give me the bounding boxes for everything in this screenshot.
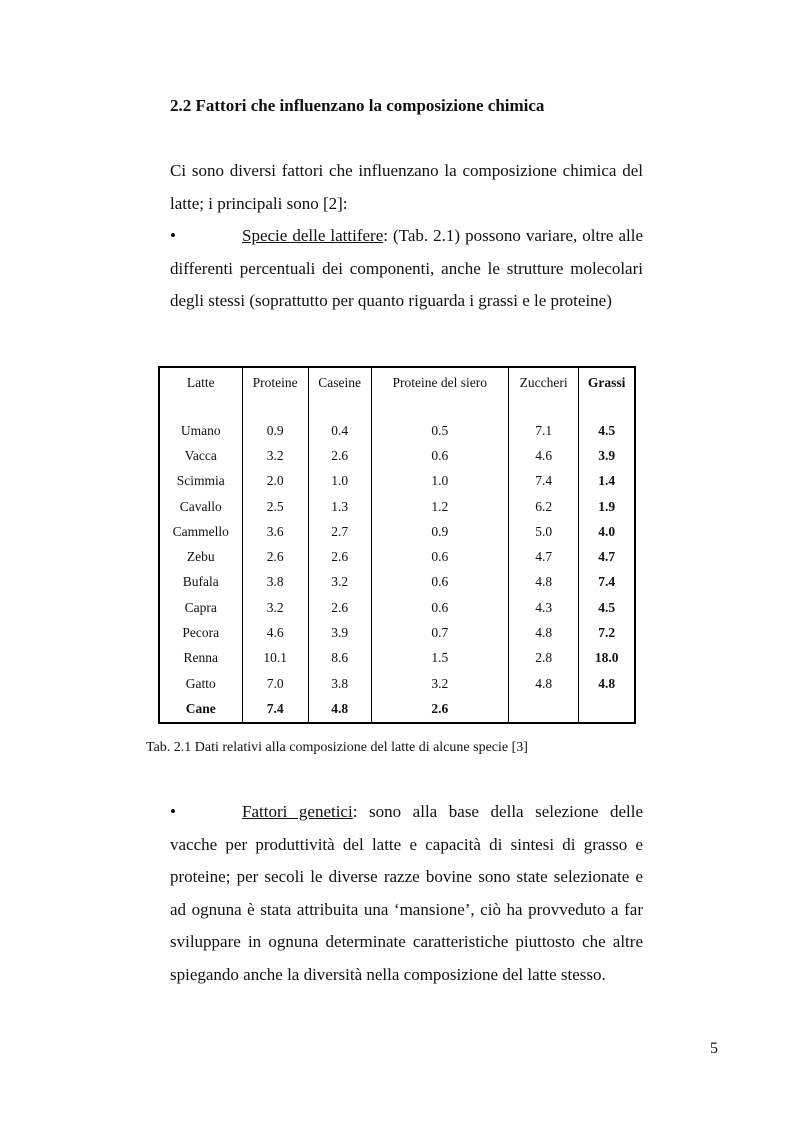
table-header-row: [159, 367, 635, 418]
table-cell: [579, 696, 635, 722]
genetics-term: Fattori genetici: [242, 802, 353, 821]
table-cell: Cammello: [159, 519, 242, 544]
table-cell: 3.2: [242, 443, 308, 468]
table-row: [159, 696, 635, 722]
table-cell: 2.6: [371, 696, 508, 722]
table-cell: 0.6: [371, 443, 508, 468]
table-row: [159, 494, 635, 519]
table-cell: Renna: [159, 646, 242, 671]
table-cell: 0.9: [371, 519, 508, 544]
table-cell: 3.2: [371, 671, 508, 696]
table-cell: 1.9: [579, 494, 635, 519]
table-cell: Gatto: [159, 671, 242, 696]
bullet-icon: •: [170, 226, 176, 245]
table-cell: 4.8: [508, 570, 578, 595]
table-cell: 1.0: [308, 469, 371, 494]
bullet-icon: •: [170, 802, 176, 821]
table-cell: 2.6: [242, 544, 308, 569]
table-body: [159, 418, 635, 723]
table-cell: 4.7: [508, 544, 578, 569]
table-cell: 7.4: [508, 469, 578, 494]
table-cell: Zebu: [159, 544, 242, 569]
table-cell: 6.2: [508, 494, 578, 519]
table-cell: 0.9: [242, 418, 308, 443]
table-cell: 3.2: [308, 570, 371, 595]
table-cell: Vacca: [159, 443, 242, 468]
table-cell: [508, 696, 578, 722]
header-cell: Caseine: [308, 367, 371, 418]
table-cell: 4.8: [579, 671, 635, 696]
table-cell: 4.7: [579, 544, 635, 569]
table-cell: 0.6: [371, 570, 508, 595]
header-cell: Zuccheri: [508, 367, 578, 418]
table-row: [159, 443, 635, 468]
table-cell: 4.8: [308, 696, 371, 722]
table-cell: 3.9: [308, 620, 371, 645]
table-cell: 0.7: [371, 620, 508, 645]
bullet-genetics: [170, 796, 643, 991]
header-cell: Latte: [159, 367, 242, 418]
genetics-text: : sono alla base della selezione delle vacche per produttività del latte e capacità di sintesi di grasso e proteine; per secoli le diverse razze bovine sono state selezionate e ad ognuna è stata attribuita una ‘mansione’, ciò ha provveduto a far sviluppare in ognuna determinate caratteristiche piuttosto che altre spiegando anche la diversità nella composizione del latte stesso.: [170, 802, 643, 984]
table-cell: 7.0: [242, 671, 308, 696]
table-cell: 2.6: [308, 544, 371, 569]
table-cell: 4.6: [508, 443, 578, 468]
header-cell: Grassi: [579, 367, 635, 418]
table-cell: Cavallo: [159, 494, 242, 519]
header-cell: Proteine: [242, 367, 308, 418]
table-cell: 3.8: [242, 570, 308, 595]
table-row: [159, 418, 635, 443]
table-cell: 7.1: [508, 418, 578, 443]
table-cell: 1.0: [371, 469, 508, 494]
table-caption: Tab. 2.1 Dati relativi alla composizione del latte di alcune specie [3]: [146, 740, 528, 755]
table-cell: 1.5: [371, 646, 508, 671]
table-row: [159, 671, 635, 696]
table-cell: 3.9: [579, 443, 635, 468]
table-cell: 18.0: [579, 646, 635, 671]
table-cell: 7.4: [579, 570, 635, 595]
table-row: [159, 469, 635, 494]
table-row: [159, 519, 635, 544]
table-cell: 3.2: [242, 595, 308, 620]
bullet-species: [170, 220, 643, 318]
table-cell: Scimmia: [159, 469, 242, 494]
table-cell: 10.1: [242, 646, 308, 671]
table-cell: 1.4: [579, 469, 635, 494]
table-cell: 2.8: [508, 646, 578, 671]
table-cell: 2.6: [308, 443, 371, 468]
table-row: [159, 620, 635, 645]
table-cell: 0.6: [371, 595, 508, 620]
section-heading: 2.2 Fattori che influenzano la composizione chimica: [170, 96, 545, 115]
table-cell: 2.7: [308, 519, 371, 544]
table-cell: Cane: [159, 696, 242, 722]
table-cell: 4.8: [508, 671, 578, 696]
species-text: : (Tab. 2.1) possono variare, oltre alle differenti percentuali dei componenti, anche le strutture molecolari degli stessi (soprattutto per quanto riguarda i grassi e le proteine): [170, 226, 643, 310]
composition-table: [158, 366, 636, 724]
header-cell: Proteine del siero: [371, 367, 508, 418]
table-cell: 7.4: [242, 696, 308, 722]
table-cell: 4.6: [242, 620, 308, 645]
table-row: [159, 595, 635, 620]
table-cell: 0.5: [371, 418, 508, 443]
table-cell: 4.5: [579, 418, 635, 443]
table-cell: 4.8: [508, 620, 578, 645]
table-row: [159, 544, 635, 569]
table-cell: 2.0: [242, 469, 308, 494]
table-cell: 2.5: [242, 494, 308, 519]
page-number: 5: [710, 1040, 718, 1057]
table-cell: 2.6: [308, 595, 371, 620]
table-cell: 0.6: [371, 544, 508, 569]
table-row: [159, 570, 635, 595]
table-cell: 4.3: [508, 595, 578, 620]
table-cell: 3.6: [242, 519, 308, 544]
intro-paragraph: Ci sono diversi fattori che influenzano la composizione chimica del latte; i principali sono [2]:: [170, 161, 643, 213]
table-cell: 0.4: [308, 418, 371, 443]
table-cell: 7.2: [579, 620, 635, 645]
table-cell: Capra: [159, 595, 242, 620]
table-cell: 5.0: [508, 519, 578, 544]
table-cell: 1.3: [308, 494, 371, 519]
table-cell: 4.5: [579, 595, 635, 620]
table-cell: Pecora: [159, 620, 242, 645]
species-term: Specie delle lattifere: [242, 226, 384, 245]
table-cell: 8.6: [308, 646, 371, 671]
table-cell: 4.0: [579, 519, 635, 544]
table-cell: Umano: [159, 418, 242, 443]
table-cell: Bufala: [159, 570, 242, 595]
table-cell: 3.8: [308, 671, 371, 696]
table-cell: 1.2: [371, 494, 508, 519]
table-row: [159, 646, 635, 671]
